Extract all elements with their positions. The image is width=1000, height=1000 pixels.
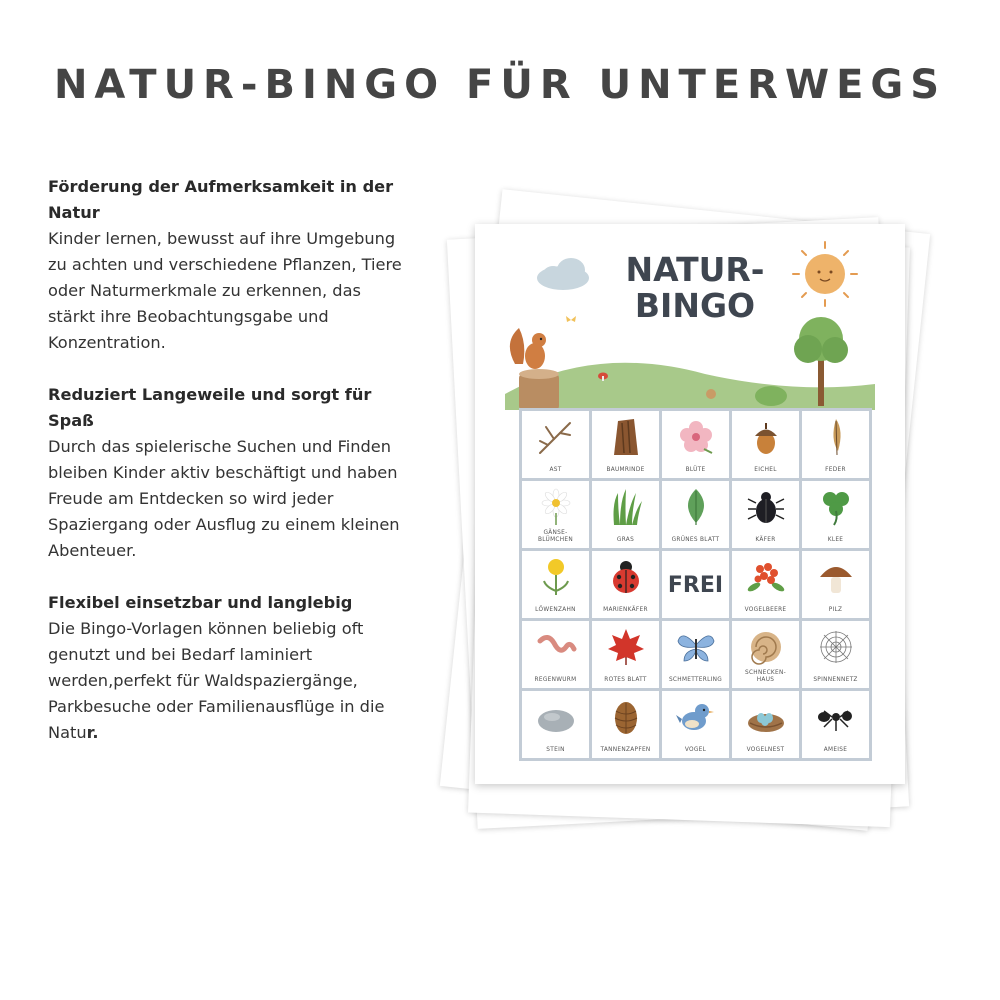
bingo-cell-label: KÄFER — [755, 537, 776, 543]
bingo-cell-label: REGENWURM — [534, 677, 577, 683]
bingo-cell-label: KLEE — [827, 537, 844, 543]
section-title: Förderung der Aufmerksamkeit in der Natur — [48, 177, 394, 222]
bingo-cell-label: VOGELBEERE — [744, 607, 787, 613]
bingo-cell-label: ROTES BLATT — [604, 677, 647, 683]
acorn-icon — [744, 417, 788, 457]
stone-icon — [534, 697, 578, 737]
bingo-grid — [519, 408, 872, 761]
bingo-cell — [732, 411, 799, 478]
rowanberry-icon — [744, 557, 788, 597]
bingo-cell-label: FEDER — [825, 467, 846, 473]
bingo-cell — [662, 411, 729, 478]
bingo-cell-label: STEIN — [546, 747, 565, 753]
bingo-cell — [732, 621, 799, 688]
earthworm-icon — [534, 627, 578, 667]
bingo-cell-label: VOGELNEST — [746, 747, 785, 753]
snail-shell-icon — [744, 627, 788, 667]
bingo-cell-label: SPINNENNETZ — [813, 677, 858, 683]
section-body: Durch das spielerische Suchen und Finden bleiben Kinder aktiv beschäftigt und haben Freude am Entdecken so wird jeder Spaziergang oder Ausflug zu einem kleinen Abenteuer. — [48, 437, 400, 560]
section-flexible — [48, 590, 408, 746]
bingo-title-line: NATUR- — [625, 250, 765, 289]
page-heading: NATUR-BINGO FÜR UNTERWEGS — [53, 62, 947, 108]
bingo-cell — [662, 691, 729, 758]
bingo-cell-label: TANNENZAPFEN — [600, 747, 651, 753]
bingo-cell — [592, 621, 659, 688]
bingo-cell — [592, 551, 659, 618]
pinecone-icon — [604, 697, 648, 737]
bingo-cell — [732, 691, 799, 758]
bingo-cell — [802, 691, 869, 758]
bingo-cell — [522, 621, 589, 688]
bingo-cell-label: PILZ — [828, 607, 843, 613]
bingo-cell — [522, 691, 589, 758]
bingo-cell-label: EICHEL — [754, 467, 777, 473]
cloud-icon — [537, 258, 589, 290]
section-body — [48, 616, 408, 746]
mushroom-icon — [814, 557, 858, 597]
bingo-cell-label: AST — [549, 467, 562, 473]
green-leaf-icon — [674, 487, 718, 527]
blossom-icon — [674, 417, 718, 457]
section-attention — [48, 174, 408, 356]
bingo-cell — [592, 481, 659, 548]
bingo-cell — [802, 551, 869, 618]
bingo-cell-label: SCHMETTERLING — [668, 677, 723, 683]
bingo-cell — [732, 551, 799, 618]
bingo-cell-label: BLÜTE — [685, 467, 706, 473]
bingo-cell-label: BAUMRINDE — [606, 467, 645, 473]
bingo-card — [475, 224, 905, 784]
bingo-cell-label: GRÜNES BLATT — [671, 537, 720, 543]
bingo-cell-label: LÖWENZAHN — [535, 607, 576, 613]
bingo-cell-label: MARIENKÄFER — [603, 607, 648, 613]
bingo-cell — [522, 551, 589, 618]
feather-icon — [814, 417, 858, 457]
bingo-title — [615, 252, 775, 324]
section-body: Kinder lernen, bewusst auf ihre Umgebung zu achten und verschiedene Pflanzen, Tiere oder Naturmerkmale zu erkennen, das stärkt ihre Beobachtungsgabe und Konzentration. — [48, 229, 402, 352]
bingo-cell-label: GRAS — [616, 537, 635, 543]
daisy-icon — [534, 487, 578, 527]
bingo-cell — [522, 411, 589, 478]
section-fun — [48, 382, 408, 564]
benefits-text — [48, 174, 408, 772]
bingo-cell — [802, 621, 869, 688]
red-leaf-icon — [604, 627, 648, 667]
sun-icon — [793, 242, 857, 306]
free-space-label: FREI — [667, 573, 724, 598]
bingo-cell — [802, 481, 869, 548]
bingo-cell-label: GÄNSE- BLÜMCHEN — [538, 530, 573, 543]
bird-icon — [674, 697, 718, 737]
bird-nest-icon — [744, 697, 788, 737]
bingo-cell — [592, 411, 659, 478]
bingo-cell — [662, 481, 729, 548]
dandelion-icon — [534, 557, 578, 597]
ladybug-icon — [604, 557, 648, 597]
bingo-cell-label: AMEISE — [823, 747, 848, 753]
ant-icon — [814, 697, 858, 737]
butterfly-icon — [674, 627, 718, 667]
bingo-cell — [662, 621, 729, 688]
section-body-end: r. — [86, 723, 99, 742]
section-body-main: Die Bingo-Vorlagen können beliebig oft genutzt und bei Bedarf laminiert werden,perfekt für Waldspaziergänge, Parkbesuche oder Familienausflüge in die Natu — [48, 619, 385, 742]
spiderweb-icon — [814, 627, 858, 667]
bingo-cell-label: VOGEL — [684, 747, 707, 753]
beetle-icon — [744, 487, 788, 527]
bingo-cell-label: SCHNECKEN- HAUS — [744, 670, 787, 683]
clover-icon — [814, 487, 858, 527]
section-title: Reduziert Langeweile und sorgt für Spaß — [48, 385, 372, 430]
bingo-cell — [732, 481, 799, 548]
bingo-cell — [662, 551, 729, 618]
bingo-cell — [522, 481, 589, 548]
grass-icon — [604, 487, 648, 527]
bingo-title-line: BINGO — [634, 286, 756, 325]
bark-icon — [604, 417, 648, 457]
bingo-cell — [802, 411, 869, 478]
bingo-cell — [592, 691, 659, 758]
section-title: Flexibel einsetzbar und langlebig — [48, 593, 353, 612]
branch-icon — [534, 417, 578, 457]
